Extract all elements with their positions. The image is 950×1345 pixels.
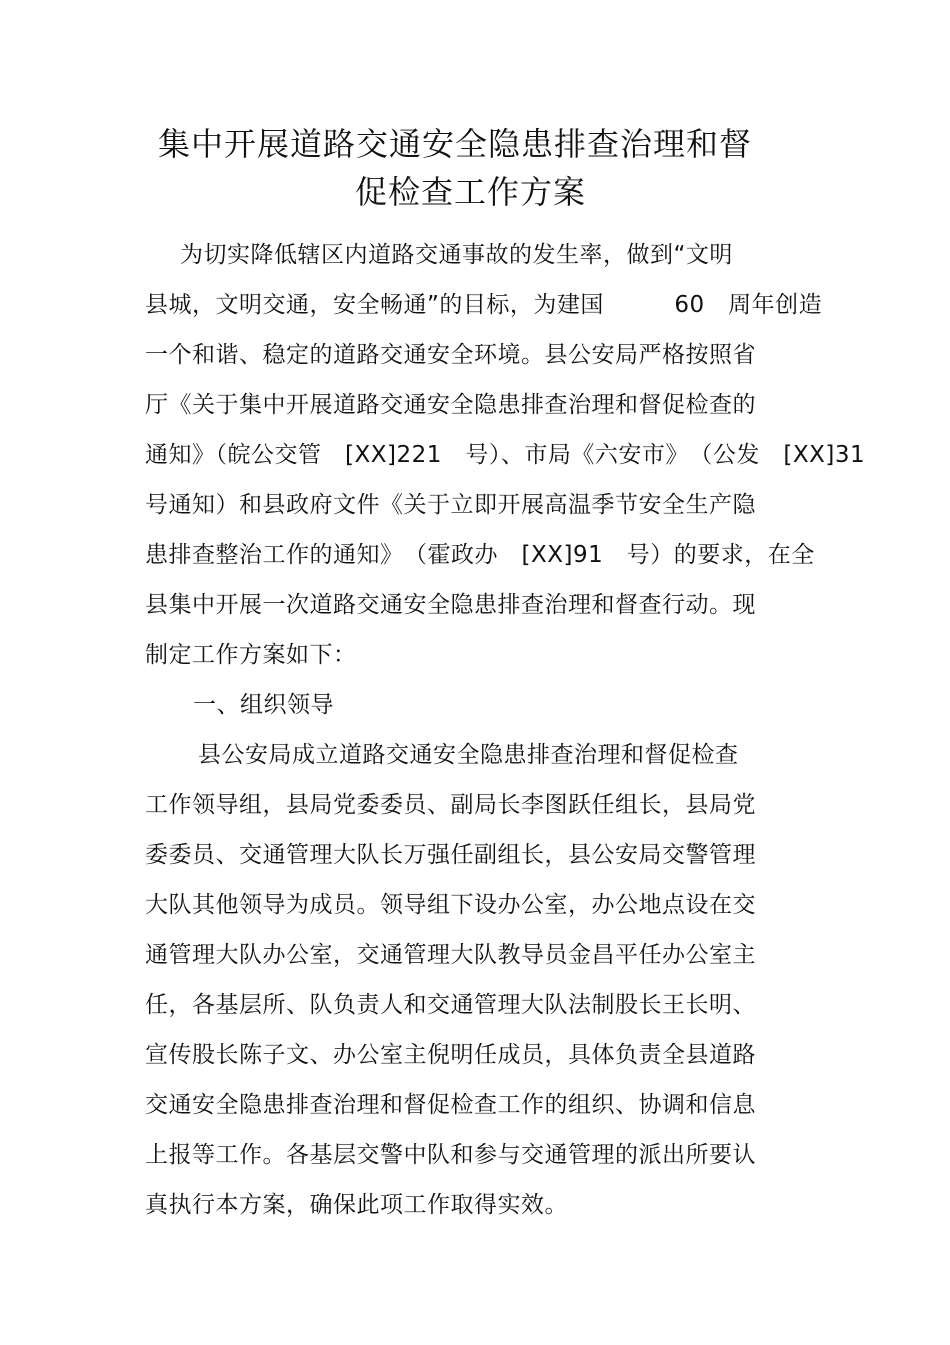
document-title-line-1: 集中开展道路交通安全隐患排查治理和督 [158, 125, 753, 163]
paragraph-line: 通知》（皖公交管 [XX]221 号）、市局《六安市》 （公发 [XX]31 [145, 442, 866, 468]
paragraph-line: 号通知）和县政府文件《关于立即开展高温季节安全生产隐 [145, 492, 756, 518]
section-heading: 一、组织领导 [193, 692, 334, 718]
paragraph-line: 厅《关于集中开展道路交通安全隐患排查治理和督促检查的 [145, 392, 756, 418]
paragraph-line: 县公安局成立道路交通安全隐患排查治理和督促检查 [198, 742, 739, 768]
paragraph-line: 真执行本方案，确保此项工作取得实效。 [145, 1192, 568, 1218]
paragraph-line: 宣传股长陈子文、办公室主倪明任成员，具体负责全县道路 [145, 1042, 756, 1068]
paragraph-line: 县集中开展一次道路交通安全隐患排查治理和督查行动。现 [145, 592, 756, 618]
paragraph-line: 县城，文明交通，安全畅通”的目标，为建国 60 周年创造 [145, 292, 823, 318]
paragraph-line: 通管理大队办公室，交通管理大队教导员金昌平任办公室主 [145, 942, 756, 968]
paragraph-line: 任，各基层所、队负责人和交通管理大队法制股长王长明、 [145, 992, 756, 1018]
document-title-line-2: 促检查工作方案 [355, 173, 587, 211]
paragraph-line: 交通安全隐患排查治理和督促检查工作的组织、协调和信息 [145, 1092, 756, 1118]
paragraph-line: 一个和谐、稳定的道路交通安全环境。县公安局严格按照省 [145, 342, 756, 368]
paragraph-line: 上报等工作。各基层交警中队和参与交通管理的派出所要认 [145, 1142, 756, 1168]
paragraph-line: 委委员、交通管理大队长万强任副组长，县公安局交警管理 [145, 842, 756, 868]
paragraph-line: 制定工作方案如下： [145, 642, 357, 668]
paragraph-line: 患排查整治工作的通知》 （霍政办 [XX]91 号）的要求，在全 [145, 542, 815, 568]
paragraph-line: 大队其他领导为成员。领导组下设办公室，办公地点设在交 [145, 892, 756, 918]
paragraph-line: 为切实降低辖区内道路交通事故的发生率，做到“文明 [180, 242, 733, 268]
paragraph-line: 工作领导组，县局党委委员、副局长李图跃任组长，县局党 [145, 792, 756, 818]
